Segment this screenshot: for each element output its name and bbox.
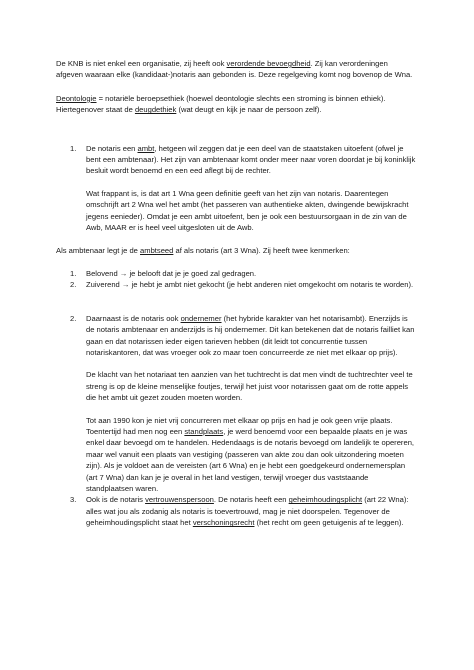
ambt-term: ambt	[137, 143, 155, 153]
list-item-text: Zuiverend → je hebt je ambt niet gekocht (je hebt anderen niet omgekocht om notaris te worden).	[86, 280, 414, 290]
ambtseed-text: Als ambtenaar legt je de	[56, 246, 141, 256]
ambt-definition-paragraph: Wat frappant is, is dat art 1 Wna geen definitie geeft van het zijn van notaris. Daarentegen omschrijft art 2 Wna wel het ambt (het passeren van authentieke akten, dwingende bewijskracht jegens eenieder). Omdat je een ambt uitoefent, ben je ook een bestuursorgaan in de zin van de Awb, MAAR er is heel veel uitgesloten uit de Awb.	[86, 188, 409, 233]
document-page	[56, 58, 416, 529]
vertrouwen-text-2: . De notaris heeft een	[213, 495, 289, 505]
intro-text: De KNB is niet enkel een organisatie, zij heeft ook	[56, 59, 227, 68]
ambt-text: De notaris een	[86, 143, 138, 153]
list-number: 3.	[70, 495, 77, 505]
standplaats-term: standplaats	[184, 426, 224, 436]
list-number: 1.	[70, 143, 77, 153]
list-number: 1.	[70, 268, 77, 278]
ambt-text-rest: , hetgeen wil zeggen dat je een deel van de staatstaken uitoefent (ofwel je bent een ambtenaar). Het zijn van ambtenaar komt onder meer naar voren doordat je bij koninklijk besluit wordt benoemd en een eed aflegt bij de rechter.	[86, 143, 416, 176]
list-item-vertrouwenspersoon	[56, 494, 416, 528]
list-item	[56, 279, 416, 290]
ambt-paragraph	[86, 143, 416, 177]
standplaats-paragraph	[86, 415, 416, 495]
vertrouwenspersoon-term: vertrouwenspersoon	[145, 495, 214, 505]
ondernemer-text: Daarnaast is de notaris ook	[86, 313, 181, 323]
verschoningsrecht-term: verschoningsrecht	[192, 518, 255, 528]
standplaats-text: Tot aan 1990 kon je niet vrij concurreren met elkaar op prijs en had je ook geen vrije plaats. Toentertijd had men nog een	[86, 415, 393, 436]
ambtseed-paragraph	[56, 245, 416, 256]
ambtseed-term: ambtseed	[140, 246, 174, 256]
deugdethiek-definition: (wat deugt en kijk je naar de persoon zelf).	[176, 105, 322, 115]
intro-text-rest: . Zij kan verordeningen afgeven waaraan elke (kandidaat-)notaris aan gebonden is. Deze regelgeving komt nog bovenop de Wna.	[56, 59, 413, 80]
vertrouwen-text-3: (art 22 Wna): alles wat jou als zodanig als notaris is toevertrouwd, mag je niet doorspelen. Tegenover de geheimhoudingsplicht staat het	[86, 495, 409, 528]
kenmerken-list	[56, 268, 416, 291]
vertrouwenspersoon-paragraph	[86, 494, 416, 528]
deontologie-paragraph	[56, 93, 416, 116]
standplaats-text-rest: , je werd benoemd voor een bepaalde plaats en je was enkel daar bevoegd om te handelen. Hedendaags is de notaris bevoegd om landelijk te opereren, maar wel vanuit een plaats van vestiging (passeren van akte zou dan ook uitzondering moeten zijn). Als je voldoet aan de vereisten (art 6 Wna) en je hebt een goedgekeurd ondernemersplan (art 7 Wna) dan kan je je overal in het land vestigen, terwijl vroeger dus vaststaande standplaatsen waren.	[86, 426, 415, 493]
intro-underlined-term: verordende bevoegdheid	[226, 59, 311, 68]
list-item	[56, 268, 416, 279]
list-item-ambt	[56, 143, 416, 234]
geheimhoudingsplicht-term: geheimhoudingsplicht	[288, 495, 363, 505]
vertrouwen-text: Ook is de notaris	[86, 495, 146, 505]
ondernemer-paragraph	[86, 313, 416, 359]
ondernemer-term: ondernemer	[180, 313, 222, 323]
list-number: 2.	[70, 313, 77, 323]
deontologie-definition: = notariële beroepsethiek (hoewel deontologie slechts een stroming is binnen ethiek). Hiertegenover staat de	[56, 93, 386, 115]
tuchtrecht-paragraph: De klacht van het notariaat ten aanzien van het tuchtrecht is dat men vindt de tuchtrechter veel te streng is op de kleine menselijke foutjes, terwijl het juist voor notarissen gaat om de rotte appels die het ambt uit gezet zouden moeten worden.	[86, 370, 413, 403]
list-number: 2.	[70, 280, 77, 290]
intro-paragraph	[56, 58, 416, 81]
deugdethiek-term: deugdethiek	[134, 105, 177, 115]
vertrouwen-text-4: (het recht om geen getuigenis af te leggen).	[254, 518, 404, 528]
ondernemer-text-rest: (het hybride karakter van het notarisambt). Enerzijds is de notaris ambtenaar en anderzijds is hij ondernemer. Dit kan betekenen dat de notaris failliet kan gaan en dat notarissen ieder eigen tarieven hebben (dit leidt tot concurrentie tussen notariskantoren, dat was vroeger ook zo maar toen concurreerde ze niet met elkaar op prijs).	[86, 313, 415, 357]
list-item-text: Belovend → je belooft dat je je goed zal gedragen.	[86, 268, 257, 278]
list-item-ondernemer	[56, 313, 416, 495]
deontologie-term: Deontologie	[56, 93, 97, 103]
ambtseed-text-rest: af als notaris (art 3 Wna). Zij heeft twee kenmerken:	[173, 246, 350, 256]
